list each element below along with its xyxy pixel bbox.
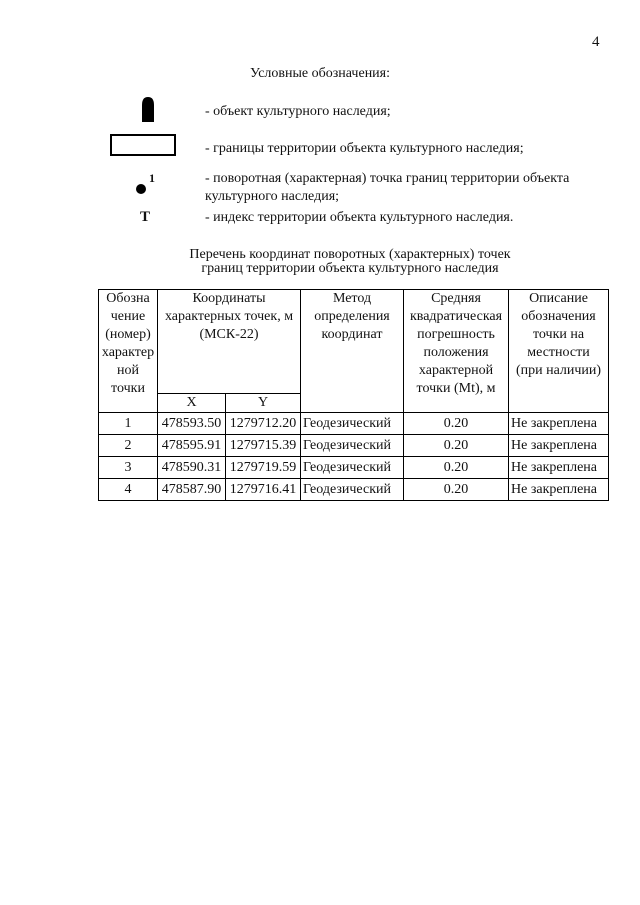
- cell-mt: 0.20: [404, 457, 509, 479]
- cell-method: Геодезический: [301, 479, 404, 501]
- cell-mt: 0.20: [404, 413, 509, 435]
- legend-title: Условные обозначения:: [249, 66, 391, 81]
- cell-y: 1279716.41: [226, 479, 301, 501]
- page-number: 4: [592, 34, 600, 50]
- legend-item-index: - индекс территории объекта культурного наследия.: [205, 210, 514, 225]
- header-y: Y: [226, 394, 301, 413]
- table-row: [99, 435, 609, 457]
- table-row: [99, 413, 609, 435]
- coordinates-table: [98, 289, 609, 501]
- cell-point-number: 4: [99, 479, 158, 501]
- table-caption-line1: Перечень координат поворотных (характерных) точек: [189, 247, 511, 262]
- boundary-rectangle-icon: [110, 134, 176, 156]
- table-header-row: [99, 290, 609, 394]
- cell-x: 478593.50: [158, 413, 226, 435]
- cell-description: Не закреплена: [509, 413, 609, 435]
- cell-method: Геодезический: [301, 457, 404, 479]
- table-row: [99, 457, 609, 479]
- header-x: X: [158, 394, 226, 413]
- cell-y: 1279715.39: [226, 435, 301, 457]
- cell-mt: 0.20: [404, 479, 509, 501]
- legend-item-turning-point: [205, 170, 569, 206]
- legend-item-turning-point-line2: культурного наследия;: [205, 189, 340, 204]
- cell-point-number: 1: [99, 413, 158, 435]
- header-method: Метод определения координат: [301, 290, 404, 413]
- cell-x: 478595.91: [158, 435, 226, 457]
- cell-x: 478587.90: [158, 479, 226, 501]
- cell-y: 1279712.20: [226, 413, 301, 435]
- header-point-designation: Обозна чение (номер) характер ной точки: [99, 290, 158, 413]
- legend-item-heritage-object: - объект культурного наследия;: [205, 104, 391, 119]
- cell-description: Не закреплена: [509, 435, 609, 457]
- cell-method: Геодезический: [301, 435, 404, 457]
- cell-point-number: 2: [99, 435, 158, 457]
- header-mean-square-error: Средняя квадратическая погрешность положения характерной точки (Mt), м: [404, 290, 509, 413]
- legend-item-turning-point-line1: - поворотная (характерная) точка границ территории объекта: [205, 171, 570, 186]
- turning-point-label: 1: [149, 171, 155, 185]
- cell-description: Не закреплена: [509, 479, 609, 501]
- cell-y: 1279719.59: [226, 457, 301, 479]
- table-caption: [0, 248, 640, 276]
- index-letter-icon: Т: [140, 209, 151, 225]
- cell-description: Не закреплена: [509, 457, 609, 479]
- cell-x: 478590.31: [158, 457, 226, 479]
- cell-point-number: 3: [99, 457, 158, 479]
- header-description: Описание обозначения точки на местности (при наличии): [509, 290, 609, 413]
- cell-method: Геодезический: [301, 413, 404, 435]
- legend-item-boundary: - границы территории объекта культурного наследия;: [205, 141, 524, 156]
- cell-mt: 0.20: [404, 435, 509, 457]
- turning-point-icon: [136, 184, 146, 194]
- table-caption-line2: границ территории объекта культурного наследия: [201, 261, 499, 276]
- building-marker-icon: [140, 97, 156, 122]
- header-coordinates: Координаты характерных точек, м (МСК-22): [158, 290, 301, 394]
- table-row: [99, 479, 609, 501]
